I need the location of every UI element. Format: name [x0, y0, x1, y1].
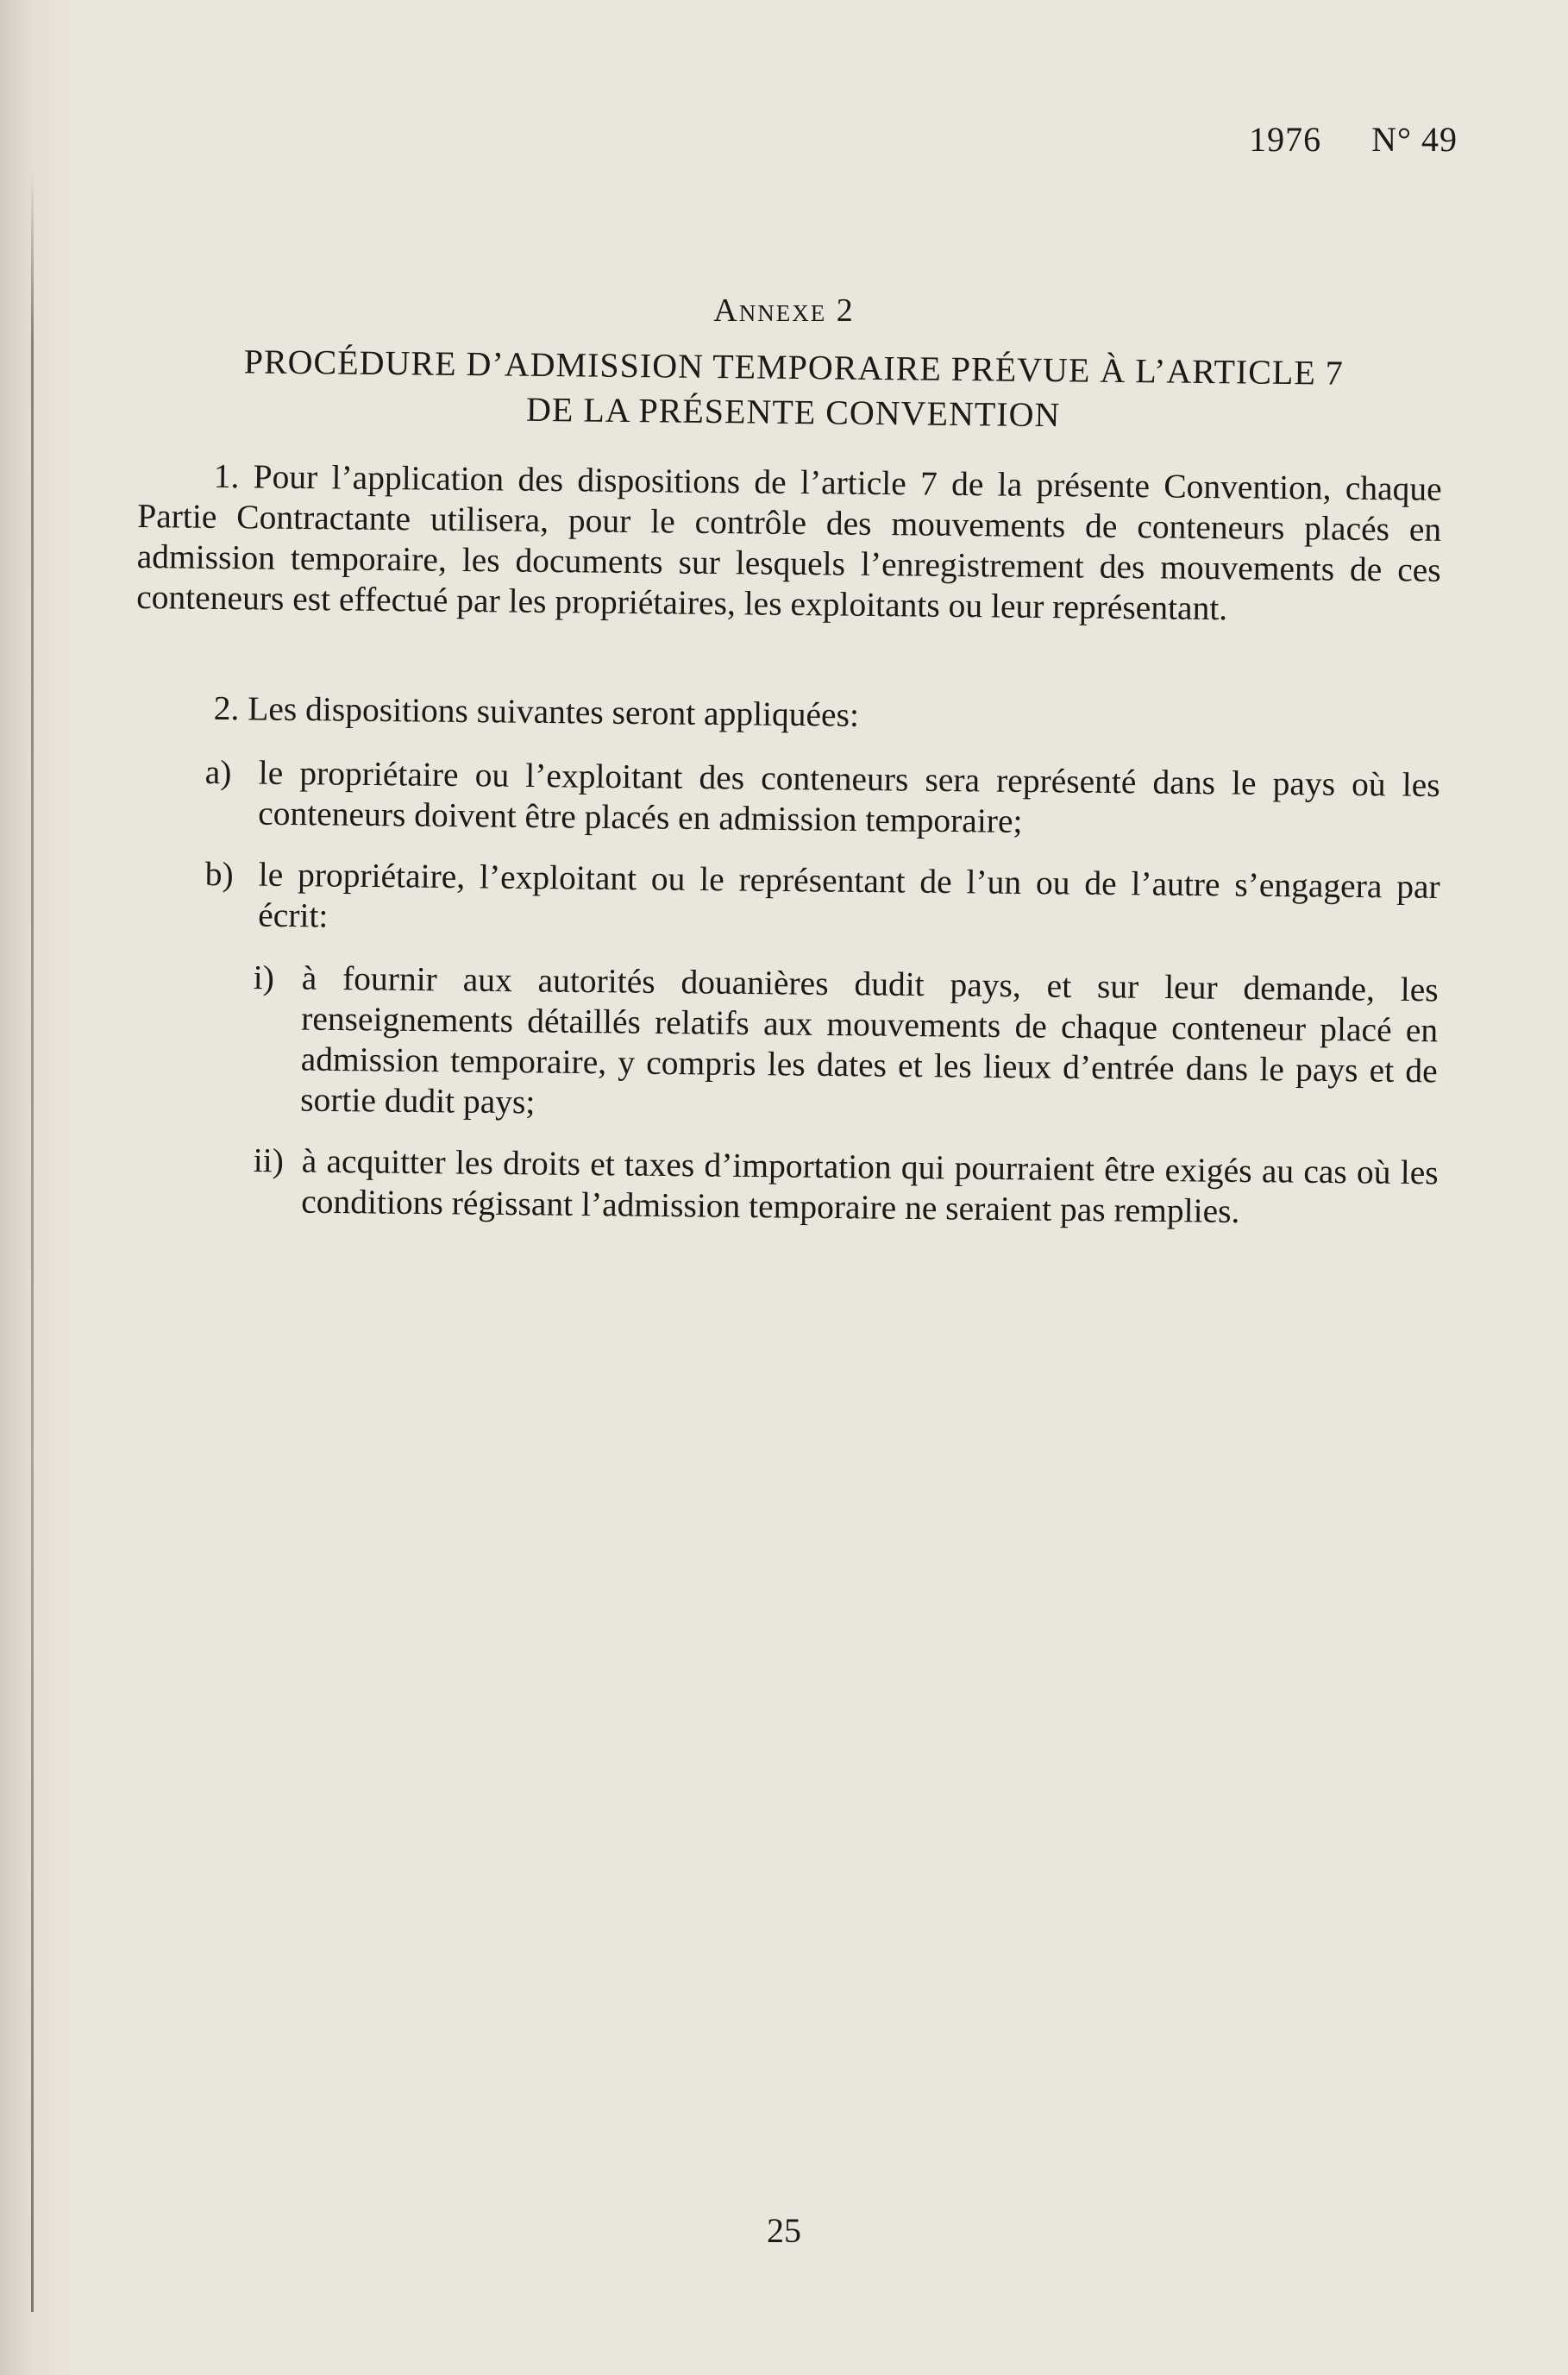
list-item-a	[204, 752, 1440, 846]
list-item-a-marker: a)	[204, 752, 232, 792]
annex-title-line-1: PROCÉDURE D’ADMISSION TEMPORAIRE PRÉVUE À L’ARTICLE 7	[243, 342, 1345, 393]
annex-title-line-2: DE LA PRÉSENTE CONVENTION	[525, 389, 1061, 435]
sub-item-i-text: à fournir aux autorités douanières dudit pays, et sur leur demande, les renseignements détaillés relatifs aux mouvements de chaque conteneur placé en admission temporaire, y compris les dates et les lieux d’entrée dans le pays et de sortie dudit pays;	[300, 958, 1439, 1122]
sub-item-ii	[253, 1140, 1439, 1234]
sub-item-ii-marker: ii)	[253, 1141, 285, 1180]
binding-edge	[31, 173, 34, 2312]
header-year: 1976	[1249, 120, 1322, 159]
annex-title	[172, 338, 1414, 441]
paragraph-1: 1. Pour l’application des dispositions de l’article 7 de la présente Convention, chaque Partie Contractante utilisera, pour le contrôle des mouvements de conteneurs placés en admission temporaire, les documents sur lesquels l’enregistrement des mouvements de ces conteneurs est effectué par les propriétaires, les exploitants ou leur représentant.	[136, 456, 1442, 628]
header-number: N° 49	[1371, 120, 1458, 159]
paragraph-2: 2. Les dispositions suivantes seront appliquées:	[213, 688, 860, 734]
list-item-b-text: le propriétaire, l’exploitant ou le représentant de l’un ou de l’autre s’engagera par écrit:	[258, 855, 1440, 935]
list-item-b	[204, 854, 1440, 948]
annex-label: Annexe 2	[713, 292, 855, 329]
sub-item-i-marker: i)	[253, 958, 275, 997]
sub-item-ii-text: à acquitter les droits et taxes d’importation qui pourraient être exigés au cas où les conditions régissant l’admission temporaire ne seraient pas remplies.	[301, 1141, 1439, 1230]
sub-item-i	[252, 958, 1439, 1132]
page-header	[1249, 119, 1458, 160]
list-item-a-text: le propriétaire ou l’exploitant des conteneurs sera représenté dans le pays où les conteneurs doivent être placés en admission temporaire;	[258, 753, 1440, 840]
list-item-b-marker: b)	[204, 854, 234, 894]
page-number: 25	[767, 2211, 801, 2250]
